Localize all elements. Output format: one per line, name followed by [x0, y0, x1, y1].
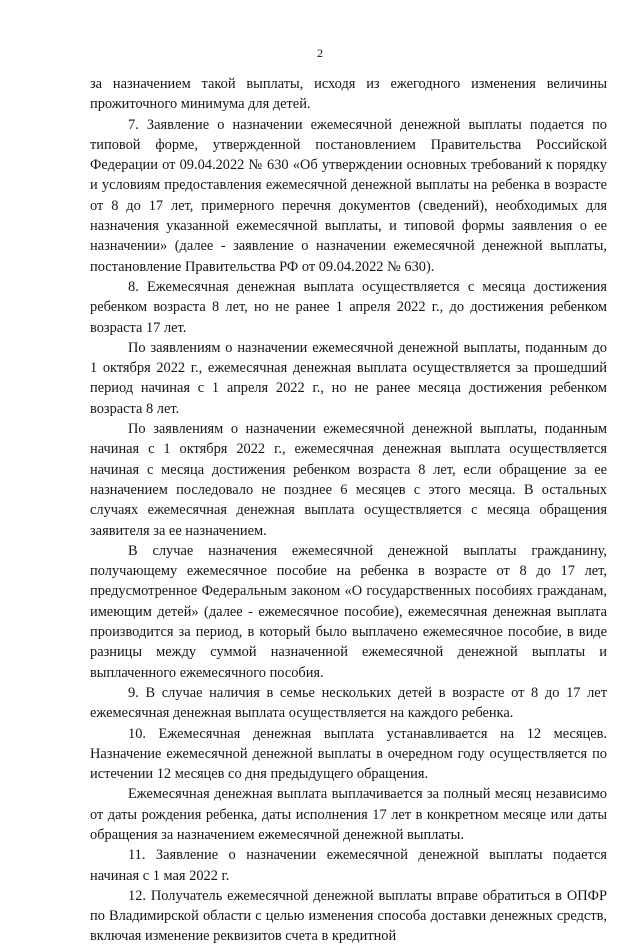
paragraph-clause-7: 7. Заявление о назначении ежемесячной денежной выплаты подается по типовой форме, утвержденной постановлением Правительства Российской Федерации от 09.04.2022 № 630 «Об утверждении основных требований к порядку и условиям предоставления ежемесячной денежной выплаты на ребенка в возрасте от 8 до 17 лет, примерного перечня документов (сведений), необходимых для назначения указанной ежемесячной выплаты, и типовой формы заявления о ее назначении» (далее - заявление о назначении ежемесячной денежной выплаты, постановление Правительства РФ от 09.04.2022 № 630). [90, 116, 607, 275]
paragraph-clause-9: 9. В случае наличия в семье нескольких детей в возрасте от 8 до 17 лет ежемесячная денежная выплата осуществляется на каждого ребенка. [90, 684, 607, 722]
page-number: 2 [317, 46, 323, 60]
paragraph-clause-10: 10. Ежемесячная денежная выплата устанавливается на 12 месяцев. Назначение ежемесячной денежной выплаты в очередном году осуществляется по истечении 12 месяцев со дня предыдущего обращения. [90, 725, 607, 783]
paragraph-clause-12: 12. Получатель ежемесячной денежной выплаты вправе обратиться в ОПФР по Владимирской области с целью изменения способа доставки денежных средств, включая изменение реквизитов счета в кредитной [90, 887, 607, 945]
document-body [90, 74, 607, 947]
paragraph-monthly-allowance: В случае назначения ежемесячной денежной выплаты гражданину, получающему ежемесячное пособие на ребенка в возрасте от 8 до 17 лет, предусмотренное Федеральным законом «О государственных пособиях гражданам, имеющим детей» (далее - ежемесячное пособие), ежемесячная денежная выплата производится за период, в который было выплачено ежемесячное пособие, в виде разницы между суммой назначенной ежемесячной денежной выплаты и выплаченного ежемесячного пособия. [90, 542, 607, 681]
paragraph-full-month: Ежемесячная денежная выплата выплачивается за полный месяц независимо от даты рождения ребенка, даты исполнения 17 лет в конкретном месяце или даты обращения за назначением ежемесячной денежной выплаты. [90, 786, 607, 843]
paragraph-after-october: По заявлениям о назначении ежемесячной денежной выплаты, поданным начиная с 1 октября 2022 г., ежемесячная денежная выплата осуществляется начиная с месяца достижения ребенком возраста 8 лет, если обращение за ее назначением последовало не позднее 6 месяцев с этого месяца. В остальных случаях ежемесячная денежная выплата осуществляется с месяца обращения заявителя за ее назначением. [90, 421, 607, 539]
paragraph-before-october: По заявлениям о назначении ежемесячной денежной выплаты, поданным до 1 октября 2022 г., ежемесячная денежная выплата осуществляется за прошедший период начиная с 1 апреля 2022 г., но не ранее месяца достижения ребенком возраста 8 лет. [90, 339, 607, 417]
paragraph-clause-11: 11. Заявление о назначении ежемесячной денежной выплаты подается начиная с 1 мая 2022 г. [90, 847, 607, 884]
paragraph-clause-8: 8. Ежемесячная денежная выплата осуществляется с месяца достижения ребенком возраста 8 лет, но не ранее 1 апреля 2022 г., до достижения ребенком возраста 17 лет. [90, 278, 607, 336]
paragraph-continuation: за назначением такой выплаты, исходя из ежегодного изменения величины прожиточного минимума для детей. [90, 76, 607, 113]
